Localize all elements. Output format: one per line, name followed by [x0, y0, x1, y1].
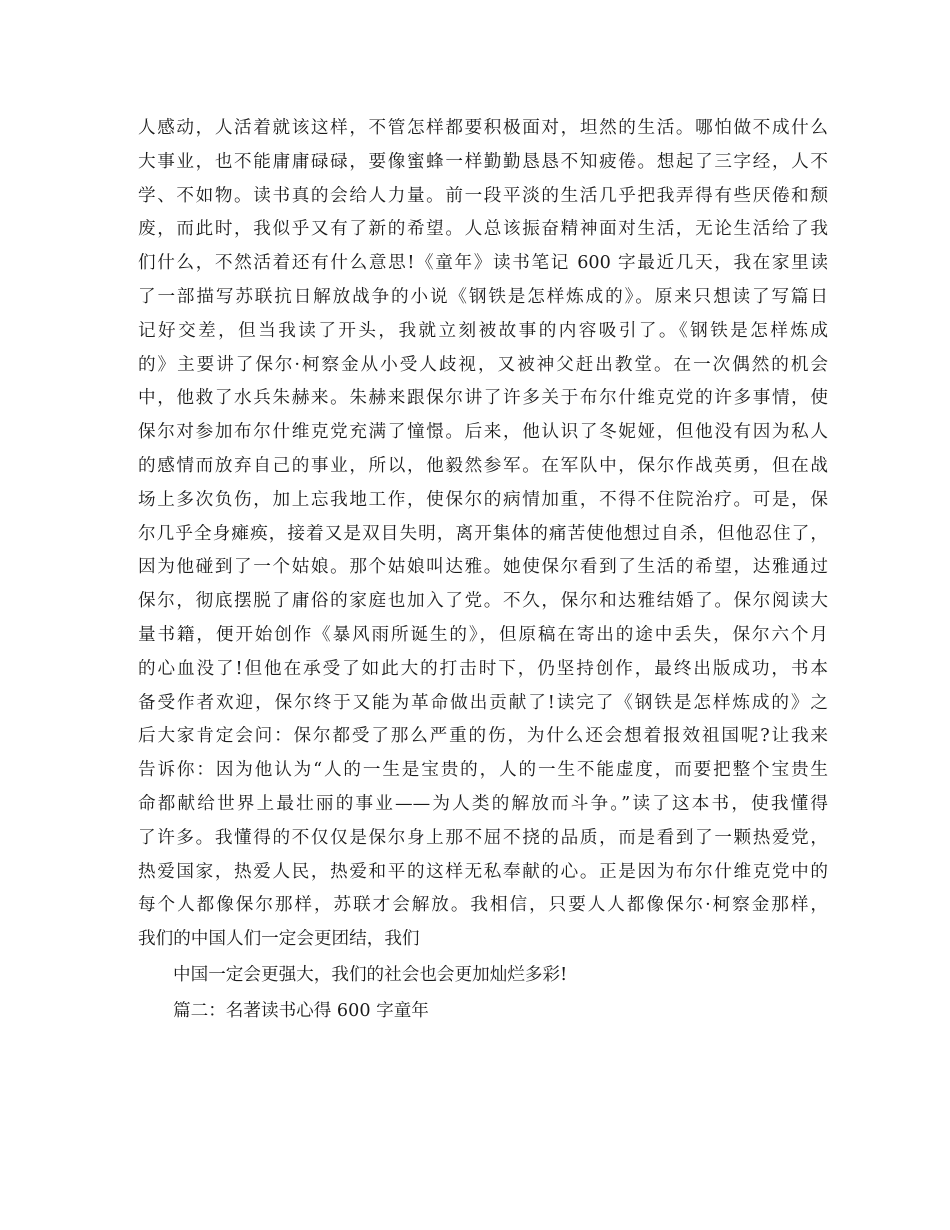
text-line: 场上多次负伤，加上忘我地工作，使保尔的病情加重，不得不住院治疗。可是，保	[138, 489, 828, 510]
text-line: 热爱国家，热爱人民，热爱和平的这样无私奉献的心。正是因为布尔什维克党中的	[138, 861, 828, 882]
text-line: 因为他碰到了一个姑娘。那个姑娘叫达雅。她使保尔看到了生活的希望，达雅通过	[138, 557, 828, 578]
section-heading: 篇二：名著读书心得 600 字童年	[173, 1000, 429, 1021]
text-line: 每个人都像保尔那样，苏联才会解放。我相信，只要人人都像保尔·柯察金那样，	[138, 895, 828, 916]
text-line: 保尔对参加布尔什维克党充满了憧憬。后来，他认识了冬妮娅，但他没有因为私人	[138, 422, 828, 443]
text-line: 保尔，彻底摆脱了庸俗的家庭也加入了党。不久，保尔和达雅结婚了。保尔阅读大	[138, 591, 828, 612]
text-line: 命都献给世界上最壮丽的事业——为人类的解放而斗争。”读了这本书，使我懂得	[138, 793, 828, 814]
text-line: 我们的中国人们一定会更团结，我们	[138, 929, 420, 950]
text-line: 了许多。我懂得的不仅仅是保尔身上那不屈不挠的品质，而是看到了一颗热爱党，	[138, 827, 828, 848]
text-line: 量书籍，便开始创作《暴风雨所诞生的》，但原稿在寄出的途中丢失，保尔六个月	[138, 624, 828, 645]
text-line: 了一部描写苏联抗日解放战争的小说《钢铁是怎样炼成的》。原来只想读了写篇日	[138, 286, 828, 307]
text-line: 们什么，不然活着还有什么意思!《童年》读书笔记 600 字最近几天，我在家里读	[138, 253, 828, 274]
paragraph: 中国一定会更强大，我们的社会也会更加灿烂多彩!	[173, 964, 568, 985]
text-line: 后大家肯定会问：保尔都受了那么严重的伤，为什么还会想着报效祖国呢?让我来	[138, 726, 828, 747]
text-line: 大事业，也不能庸庸碌碌，要像蜜蜂一样勤勤恳恳不知疲倦。想起了三字经，人不	[138, 151, 828, 172]
text-line: 的》主要讲了保尔·柯察金从小受人歧视，又被神父赶出教堂。在一次偶然的机会	[138, 354, 828, 375]
text-line: 人感动，人活着就该这样，不管怎样都要积极面对，坦然的生活。哪怕做不成什么	[138, 118, 828, 138]
text-line: 告诉你：因为他认为“人的一生是宝贵的，人的一生不能虚度，而要把整个宝贵生	[138, 760, 828, 781]
text-line: 记好交差，但当我读了开头，我就立刻被故事的内容吸引了。《钢铁是怎样炼成	[138, 320, 828, 341]
document-body	[138, 112, 828, 1029]
text-line: 备受作者欢迎，保尔终于又能为革命做出贡献了!读完了《钢铁是怎样炼成的》之	[138, 692, 828, 713]
text-line: 尔几乎全身瘫痪，接着又是双目失明，离开集体的痛苦使他想过自杀，但他忍住了，	[138, 523, 828, 544]
text-line: 的心血没了!但他在承受了如此大的打击时下，仍坚持创作，最终出版成功，书本	[138, 658, 828, 679]
text-line: 学、不如物。读书真的会给人力量。前一段平淡的生活几乎把我弄得有些厌倦和颓	[138, 185, 828, 206]
text-line: 的感情而放弃自己的事业，所以，他毅然参军。在军队中，保尔作战英勇，但在战	[138, 455, 828, 476]
text-line: 中，他救了水兵朱赫来。朱赫来跟保尔讲了许多关于布尔什维克党的许多事情，使	[138, 388, 828, 409]
text-line: 废，而此时，我似乎又有了新的希望。人总该振奋精神面对生活，无论生活给了我	[138, 219, 828, 240]
